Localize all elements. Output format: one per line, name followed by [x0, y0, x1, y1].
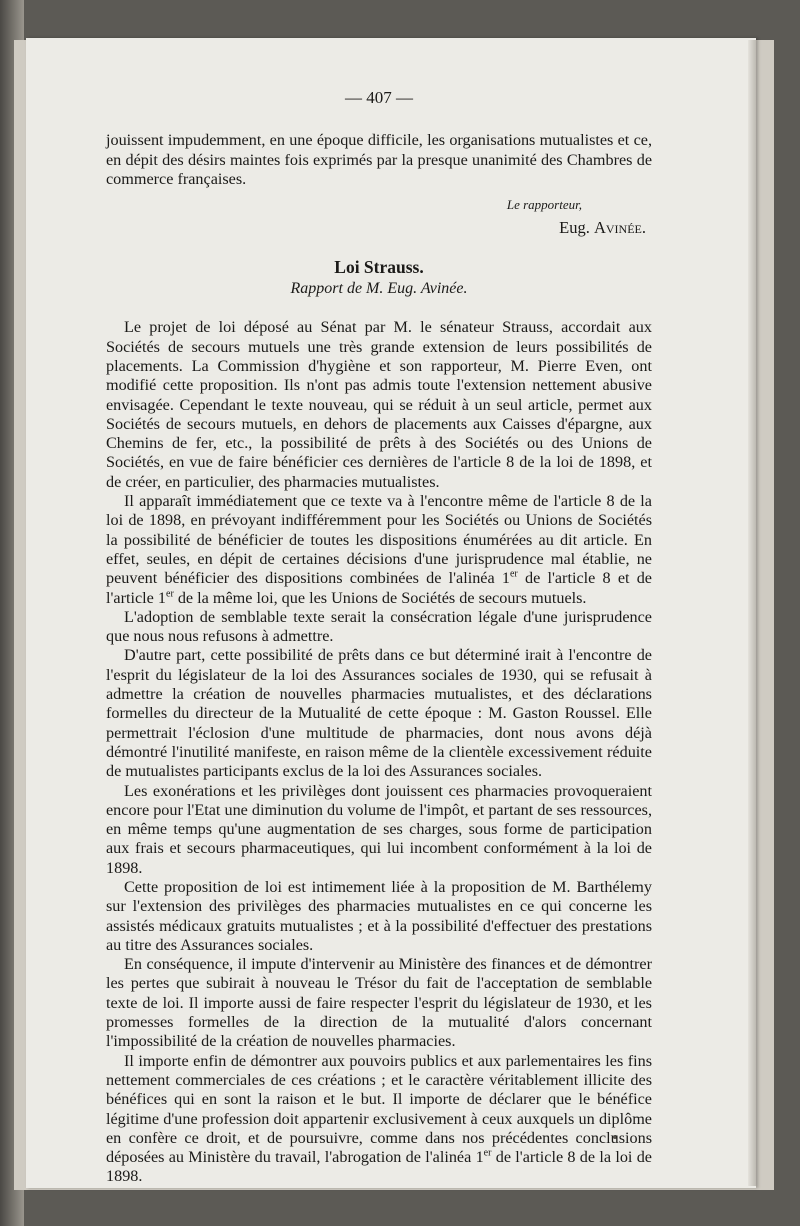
paragraph-8-part-a: Il importe enfin de démontrer aux pouvoirs publics et aux parlementaires les fins nettement commerciales de ces créations ; et le caractère véritablement illicite des bénéfices qui en sont la raison et le but. Il importe de déclarer que le bénéfice légitime d'une profession doit appartenir exclusivement à ceux auxquels un diplôme en confère ce droit, et de poursuivre, comme dans nos précédentes conclusions déposées au Ministère du travail, l'abrogation de l'alinéa 1	[106, 1051, 652, 1167]
paragraph-7: En conséquence, il impute d'intervenir au Ministère des finances et de démontrer les pertes que subirait à nouveau le Trésor du fait de l'acceptation de semblable texte de loi. Il importe aussi de faire respecter l'esprit du législateur de 1930, et les promesses formelles de la direction de la mutualité d'alors concernant l'impossibilité de la création de nouvelles pharmacies.	[106, 955, 652, 1051]
paragraph-8-part-b: de l'article 8 de la loi de 1898.	[106, 1148, 652, 1186]
superscript: er	[509, 568, 518, 580]
paragraph-2-part-b: de l'article 8 et de l'article 1	[106, 569, 652, 607]
section-title: Loi Strauss.	[334, 256, 424, 277]
paragraph-5: Les exonérations et les privilèges dont jouissent ces pharmacies provoqueraient encore pour l'Etat une diminution du volume de l'impôt, et partant de ses ressources, en même temps qu'une augmentation de ses charges, sous forme de participation aux frais et secours pharmaceutiques, qui lui incombent conformément à la loi de 1898.	[106, 781, 652, 877]
signature-name-prefix: Eug.	[559, 218, 594, 238]
page-text	[106, 88, 652, 1187]
page-edge	[748, 40, 756, 1186]
intro-paragraph: jouissent impudemment, en une époque difficile, les organisations mutualistes et ce, en dépit des désirs maintes fois exprimés par la presque unanimité des Chambres de commerce françaises.	[106, 131, 652, 188]
section-subtitle: Rapport de M. Eug. Avinée.	[290, 280, 468, 298]
signature-name	[106, 218, 646, 237]
paragraph-6: Cette proposition de loi est intimement liée à la proposition de M. Barthélemy sur l'extension des privilèges des pharmacies mutualistes en ce qui concerne les assistés médicaux gratuits mutualistes ; et à la possibilité d'effectuer des prestations au titre des Assurances sociales.	[106, 877, 652, 954]
paragraph-2-part-a: Il apparaît immédiatement que ce texte va à l'encontre même de l'article 8 de la loi de 1898, en prévoyant indifféremment pour les Sociétés ou Unions de Sociétés la possibilité de bénéficier de toutes les dispositions énumérées au dit article. En effet, seules, en dépit de certaines décisions d'une jurisprudence mal établie, ne peuvent bénéficier des dispositions combinées de l'alinéa 1	[106, 492, 652, 588]
superscript: er	[166, 588, 174, 600]
paragraph-2	[106, 492, 652, 608]
signature-title: Le rapporteur,	[506, 197, 582, 213]
paragraph-4: D'autre part, cette possibilité de prêts dans ce but déterminé irait à l'encontre de l'esprit du législateur de la loi des Assurances sociales de 1930, qui se refusait à admettre la création de nouvelles pharmacies mutualistes, et des déclarations formelles du directeur de la Mutualité de cette époque : M. Gaston Roussel. Elle permettrait l'éclosion d'une multitude de pharmacies, dont nous avons déjà démontré l'inutilité manifeste, en raison même de la clientèle excessivement réduite de mutualistes participants exclus de la loi des Assurances sociales.	[106, 646, 652, 781]
superscript: er	[483, 1147, 492, 1159]
paragraph-2-part-c: de la même loi, que les Unions de Sociétés de secours mutuels.	[173, 588, 587, 607]
signature-name-caps: Avinée.	[593, 218, 646, 238]
page-number: — 407 —	[345, 88, 413, 107]
paragraph-8	[106, 1052, 652, 1187]
paragraph-3: L'adoption de semblable texte serait la consécration légale d'une jurisprudence que nous nous refusons à admettre.	[106, 607, 652, 646]
paragraph-1: Le projet de loi déposé au Sénat par M. le sénateur Strauss, accordait aux Sociétés de secours mutuels une très grande extension de leurs possibilités de placements. La Commission d'hygiène et son rapporteur, M. Pierre Even, ont modifié cette proposition. Ils n'ont pas admis toute l'extension nettement abusive envisagée. Cependant le texte nouveau, qui se réduit à un seul article, permet aux Sociétés de secours mutuels, en dehors de placements aux Caisses d'épargne, aux Chemins de fer, etc., la possibilité de prêts à des Sociétés ou des Unions de Sociétés, en vue de faire bénéficier ces dernières de l'article 8 de la loi de 1898, et de créer, en particulier, des pharmacies mutualistes.	[106, 318, 652, 491]
